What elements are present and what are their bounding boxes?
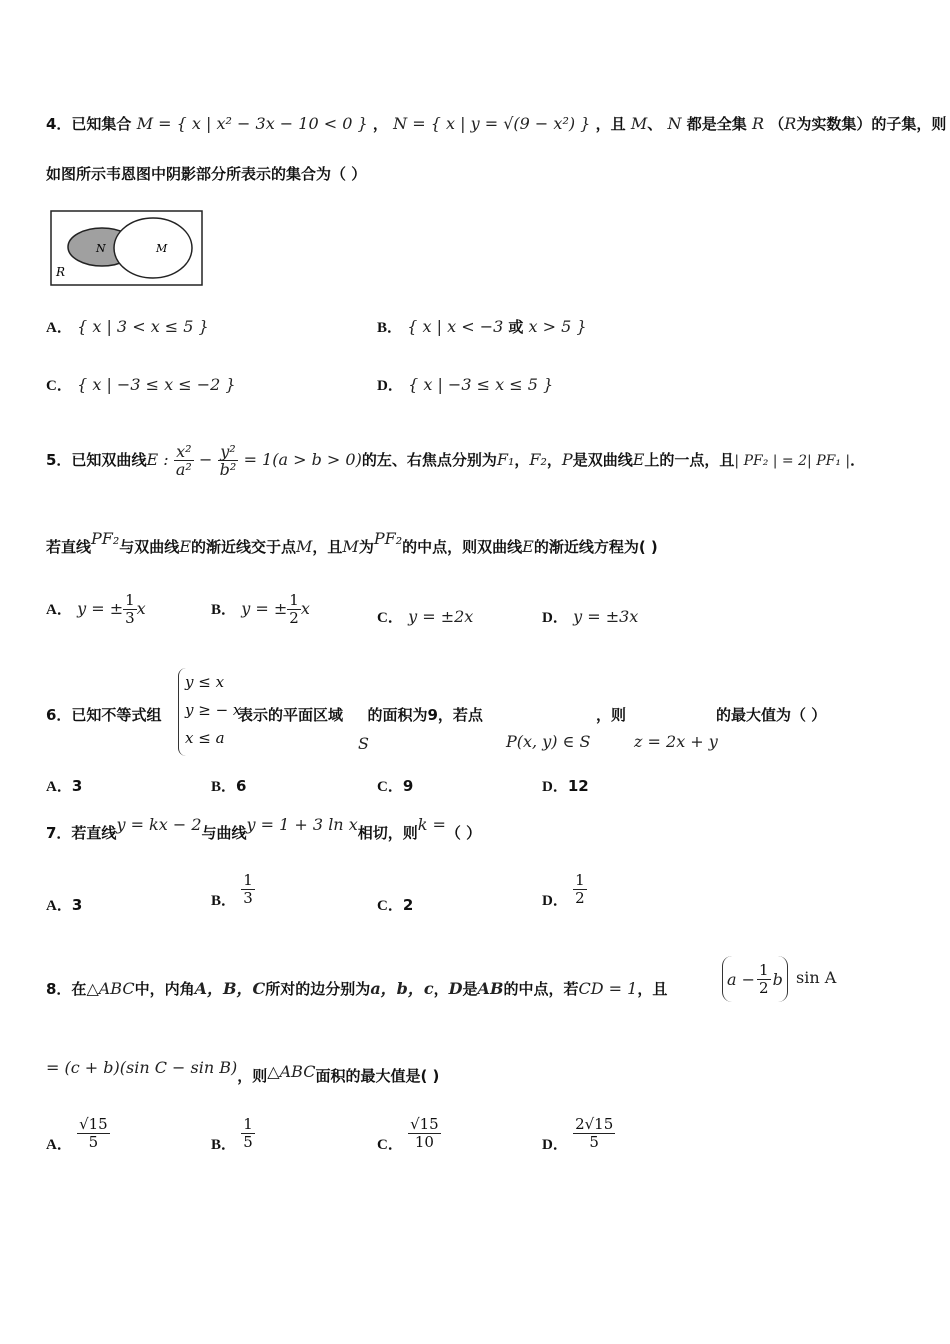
q7-stem-part1: 7．若直线 [46, 824, 117, 842]
q7-line: y = kx − 2 [116, 815, 202, 834]
q6-option-c[interactable] [377, 775, 413, 798]
q8-expr-paren [722, 956, 788, 1002]
q5-stem-part1: 5．已知双曲线 [46, 451, 147, 469]
q5-x2: x² [176, 442, 192, 461]
q5-e2: E [179, 537, 191, 556]
q6-option-c-text: 9 [402, 777, 414, 795]
q4-option-c-text: { x | −3 ≤ x ≤ −2 } [77, 375, 236, 394]
q6-option-c-label: C． [377, 779, 403, 795]
q5-f1: F₁ [496, 450, 515, 469]
venn-label-n: N [96, 242, 106, 255]
q7-stem-part2: 与曲线 [201, 824, 247, 842]
q6-option-d[interactable] [542, 775, 589, 798]
q8-abc-caps: A，B，C [194, 979, 266, 998]
q5-e3: E [522, 537, 534, 556]
q5-minus: − [199, 450, 213, 469]
venn-label-m: M [156, 242, 168, 255]
q8-half-num: 1 [759, 960, 769, 979]
q8-option-a-label: A． [46, 1137, 72, 1153]
q4-option-c[interactable] [46, 374, 236, 397]
q5-condition: | PF₂ | = 2| PF₁ | [734, 453, 851, 469]
q5-option-c-text: y = ±2x [408, 607, 474, 626]
q5-stem-part2: 的左、右焦点分别为 [361, 451, 497, 469]
q5-mpt2: M [342, 537, 359, 556]
q8-ab: AB [477, 979, 504, 998]
q8-option-d-frac [573, 1116, 615, 1151]
q8-stem-part2: 中，内角 [134, 980, 195, 998]
q5-option-a-label: A． [46, 602, 72, 618]
q8-half [757, 962, 771, 997]
q8-option-b[interactable] [211, 1116, 255, 1151]
q5-stem-part5: 上的一点，且 [644, 451, 735, 469]
q4-stem-part4: （ [769, 115, 785, 133]
q7-option-a-label: A． [46, 898, 72, 914]
q5-p: P [561, 450, 573, 469]
q5-option-b-den: 2 [289, 609, 299, 627]
q7-option-b-den: 3 [243, 889, 253, 907]
q7-option-d[interactable] [542, 872, 587, 907]
q5-comma: ， [514, 451, 530, 469]
q8-option-b-label: B． [211, 1137, 237, 1153]
venn-label-r: R [56, 265, 66, 279]
q4-stem-part5: 为实数集）的子集，则 [796, 115, 947, 133]
q5-stem-line1 [46, 440, 910, 480]
q7-option-c-text: 2 [402, 896, 414, 914]
q5-line2-part5: 为 [358, 538, 374, 556]
q5-line2-part4: ，且 [312, 538, 343, 556]
q4-stem-part2: ，且 [595, 115, 626, 133]
q6-stem-part2: 表示的平面区域 [238, 706, 344, 724]
q5-option-d-label: D． [542, 610, 568, 626]
q8-expr-a: a − [727, 969, 756, 989]
q7-stem-part3: 相切，则 [357, 824, 418, 842]
q7-option-d-label: D． [542, 893, 568, 909]
q5-e: E [632, 450, 645, 469]
q5-option-a-frac [123, 592, 137, 627]
q5-option-b-post: x [300, 599, 310, 618]
q8-option-d-den: 5 [589, 1133, 599, 1151]
q4-option-b-text-b: x > 5 } [523, 317, 587, 336]
q5-stem-part3: ， [546, 451, 562, 469]
q5-f2: F₂ [529, 450, 547, 469]
q5-stem-part4: 是双曲线 [572, 451, 633, 469]
q6-ineq-2: y ≥ − x [185, 701, 242, 719]
q5-line2-part3: 的渐近线交于点 [191, 538, 297, 556]
q6-s: S [358, 734, 369, 753]
q8-option-c-den: 10 [414, 1133, 434, 1151]
q4-option-b-label: B． [377, 320, 403, 336]
q4-r2: R [784, 114, 797, 133]
q7-stem-part4: （ ） [445, 824, 482, 842]
q5-b2: b² [219, 460, 237, 479]
q8-line2-eq: = (c + b)(sin C − sin B) [46, 1058, 238, 1077]
q8-tri: △ABC [86, 979, 135, 998]
q6-z: z = 2x + y [634, 732, 718, 751]
venn-set-m [114, 218, 192, 278]
q7-option-b-num: 1 [243, 871, 253, 889]
q5-option-c[interactable] [377, 606, 473, 629]
q5-line2-part2: 与双曲线 [119, 538, 180, 556]
q7-option-b-label: B． [211, 893, 237, 909]
q4-set-m: M = { x | x² − 3x − 10 < 0 } [136, 114, 368, 133]
q4-option-b-mid: 或 [508, 318, 524, 336]
q8-abc-low: a，b，c [370, 979, 434, 998]
q8-tri2: △ABC [267, 1062, 316, 1081]
q5-frac-y [218, 443, 239, 478]
q8-option-a-num: √15 [79, 1115, 108, 1133]
q8-option-c[interactable] [377, 1116, 441, 1151]
q7-option-d-den: 2 [575, 889, 585, 907]
q6-option-b[interactable] [211, 775, 246, 798]
q5-option-b[interactable] [211, 592, 310, 627]
q6-stem-part5: 的最大值为（ ） [716, 706, 827, 724]
q4-option-a[interactable] [46, 316, 209, 339]
q6-option-a[interactable] [46, 775, 82, 798]
q5-a2: a² [175, 460, 192, 479]
q4-option-b[interactable] [377, 316, 587, 339]
q8-option-c-frac [408, 1116, 441, 1151]
q4-option-a-label: A． [46, 320, 72, 336]
q5-pf2-a: PF₂ [91, 529, 120, 548]
q8-half-den: 2 [759, 978, 769, 997]
q5-frac-x [174, 443, 194, 478]
q8-option-d-num: 2√15 [575, 1115, 614, 1133]
q8-cd: CD = 1 [578, 979, 638, 998]
q7-k: k = [417, 815, 446, 834]
q6-p-in-s: P(x, y) ∈ S [506, 732, 591, 751]
q5-option-a[interactable] [46, 592, 146, 627]
q8-stem-part1: 8．在 [46, 980, 87, 998]
q5-end: ． [850, 451, 866, 469]
q6-option-d-label: D． [542, 779, 568, 795]
q4-option-d[interactable] [377, 374, 553, 397]
q7-option-c[interactable] [377, 894, 413, 917]
q5-option-b-num: 1 [289, 591, 299, 609]
q5-line2-part6: 的中点，则双曲线 [402, 538, 523, 556]
q5-option-a-num: 1 [125, 591, 135, 609]
q5-e-prefix: E : [146, 450, 169, 469]
q7-option-d-num: 1 [575, 871, 585, 889]
q8-stem-part5: 是 [462, 980, 478, 998]
q4-stem-line2: 如图所示韦恩图中阴影部分所表示的集合为（ ） [46, 165, 367, 183]
q8-option-a-den: 5 [88, 1133, 99, 1151]
q5-mpt: M [296, 537, 313, 556]
q8-option-c-label: C． [377, 1137, 403, 1153]
q5-option-a-pre: y = ± [77, 599, 124, 618]
q6-ineq-1: y ≤ x [185, 673, 225, 691]
q6-option-a-label: A． [46, 779, 72, 795]
q5-line2-part7: 的渐近线方程为( ) [533, 538, 658, 556]
venn-diagram [50, 210, 205, 290]
q8-expr-sin: sin A [796, 968, 837, 987]
q6-ineq-3: x ≤ a [185, 729, 225, 747]
q4-m: M [630, 114, 648, 133]
q5-pf2-b: PF₂ [373, 529, 403, 548]
q8-stem-part3: 所对的边分别为 [265, 980, 371, 998]
q5-line2-part1: 若直线 [46, 538, 92, 556]
q5-e-suffix: = 1(a > b > 0) [243, 450, 362, 469]
q8-stem-line2 [46, 1058, 910, 1087]
q5-option-c-label: C． [377, 610, 403, 626]
q4-option-a-text: { x | 3 < x ≤ 5 } [77, 317, 209, 336]
q8-stem-part4: ， [433, 980, 449, 998]
q4-sep1: 、 [647, 115, 663, 133]
q8-option-b-frac [241, 1116, 255, 1151]
q5-y2: y² [220, 442, 236, 461]
q6-inequality-system [178, 668, 242, 756]
q8-option-b-den: 5 [243, 1133, 253, 1151]
q6-stem-part3: 的面积为9，若点 [367, 706, 483, 724]
q6-option-b-text: 6 [236, 777, 247, 795]
q8-expr-b: b [772, 969, 783, 989]
q5-stem-line2 [46, 529, 910, 558]
q5-option-d-text: y = ±3x [573, 607, 639, 626]
q7-option-b-frac [241, 872, 255, 907]
q8-line2-part2: 面积的最大值是( ) [315, 1067, 440, 1085]
q7-option-a-text: 3 [71, 896, 83, 914]
q8-option-a[interactable] [46, 1116, 110, 1151]
q4-set-n: N = { x | y = √(9 − x²) } [393, 114, 591, 133]
q8-option-d[interactable] [542, 1116, 615, 1151]
q5-option-b-label: B． [211, 602, 237, 618]
q6-stem-part1: 6．已知不等式组 [46, 706, 162, 724]
q7-option-b[interactable] [211, 872, 255, 907]
q8-option-a-frac [77, 1116, 110, 1151]
q8-option-c-num: √15 [410, 1115, 439, 1133]
q8-option-d-label: D． [542, 1137, 568, 1153]
q4-n: N [667, 114, 682, 133]
q8-d: D [448, 979, 463, 998]
q5-option-b-frac [287, 592, 301, 627]
q4-stem-line1: 4．已知集合 M = { x | x² − 3x − 10 < 0 } ， N = { x | y = √(9 − x²) } ，且 M、 N 都是全集 R （R为实数集）的子集，则 [46, 114, 947, 133]
q5-option-b-pre: y = ± [241, 599, 288, 618]
q4-stem-part1: 4．已知集合 [46, 115, 132, 133]
q5-option-a-post: x [136, 599, 146, 618]
q5-option-a-den: 3 [125, 609, 135, 627]
q8-line2-part1: ，则 [237, 1067, 268, 1085]
q4-option-d-text: { x | −3 ≤ x ≤ 5 } [408, 375, 554, 394]
q7-option-d-frac [573, 872, 587, 907]
q7-curve: y = 1 + 3 ln x [246, 815, 358, 834]
q8-stem-part7: ，且 [637, 980, 668, 998]
q4-option-b-text-a: { x | x < −3 [407, 317, 509, 336]
q4-r1: R [751, 114, 765, 133]
q6-option-a-text: 3 [71, 777, 83, 795]
q7-stem [46, 815, 910, 844]
q4-stem-part3: 都是全集 [686, 115, 747, 133]
q6-option-d-text: 12 [567, 777, 589, 795]
q7-option-a[interactable] [46, 894, 82, 917]
q6-stem-part4: ，则 [596, 706, 627, 724]
q4-option-c-label: C． [46, 378, 72, 394]
q8-stem-part6: 的中点，若 [503, 980, 579, 998]
q4-option-d-label: D． [377, 378, 403, 394]
q8-option-b-num: 1 [243, 1115, 253, 1133]
q7-option-c-label: C． [377, 898, 403, 914]
q6-option-b-label: B． [211, 779, 237, 795]
q5-option-d[interactable] [542, 606, 638, 629]
